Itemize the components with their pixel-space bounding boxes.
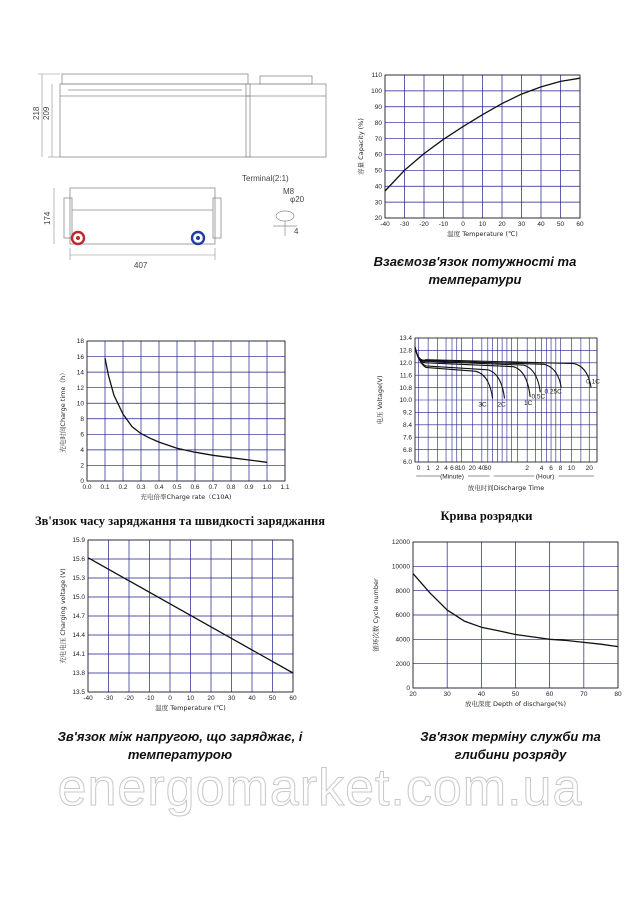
front-view <box>60 74 250 157</box>
x-tick-label: 0.9 <box>244 484 254 491</box>
series-label: 0.25C <box>544 388 562 396</box>
terminal-label: Terminal(2:1) <box>242 174 289 183</box>
y-tick-label: 10 <box>76 400 84 408</box>
y-tick-label: 0 <box>80 478 84 486</box>
y-axis-title: 充电电压 Charging voltage (V) <box>59 568 67 664</box>
x-tick-label: 60 <box>484 465 492 472</box>
y-tick-label: 8.4 <box>402 422 412 429</box>
y-tick-label: 18 <box>76 338 84 346</box>
y-tick-label: 4000 <box>395 636 410 644</box>
series-label: 3C <box>478 401 487 409</box>
y-tick-label: 40 <box>374 183 382 191</box>
x-tick-label: 80 <box>614 691 622 698</box>
y-tick-label: 13.4 <box>399 335 412 343</box>
caption-discharge: Крива розрядки <box>440 509 533 523</box>
x-group-label: (Hour) <box>535 473 555 481</box>
x-tick-label: 0.5 <box>172 484 182 491</box>
x-tick-label: 10 <box>186 695 195 702</box>
x-tick-label: 50 <box>268 695 277 702</box>
x-axis-title: 充电倍率Charge rate（C10A) <box>140 493 232 501</box>
y-tick-label: 80 <box>374 119 382 127</box>
x-tick-label: 40 <box>477 691 485 698</box>
x-tick-label: 4 <box>444 465 448 472</box>
y-tick-label: 13.8 <box>72 670 85 678</box>
y-tick-label: 20 <box>374 215 382 223</box>
series-label: 2C <box>497 401 506 409</box>
x-tick-label: 8 <box>454 465 459 472</box>
x-axis-title: 温度 Temperature (℃) <box>447 230 518 238</box>
y-tick-label: 11.6 <box>399 372 412 380</box>
y-tick-label: 10.8 <box>399 384 412 392</box>
x-tick-label: 0 <box>416 465 421 472</box>
x-tick-label: -10 <box>438 221 449 228</box>
x-tick-label: 0.7 <box>208 484 218 491</box>
x-tick-label: 0.0 <box>82 484 92 491</box>
x-tick-label: 20 <box>585 465 593 472</box>
side-view <box>246 76 326 157</box>
y-tick-label: 60 <box>374 151 382 159</box>
x-tick-label: 40 <box>537 221 545 228</box>
x-tick-label: 1.1 <box>280 484 290 491</box>
x-axis-title: 放电深度 Depth of discharge(%) <box>464 700 567 708</box>
x-tick-label: -10 <box>144 695 155 702</box>
series-line <box>415 347 591 387</box>
y-tick-label: 10000 <box>391 563 410 571</box>
capacity-temperature-chart <box>355 70 595 248</box>
x-axis-title: 放电时间Discharge Time <box>467 484 545 492</box>
dim-174: 174 <box>43 211 52 225</box>
y-tick-label: 6000 <box>395 612 410 620</box>
x-tick-label: 40 <box>248 695 256 702</box>
x-tick-label: 10 <box>457 465 466 472</box>
y-tick-label: 6 <box>80 431 84 439</box>
dim-depth-small: 4 <box>294 227 299 236</box>
x-tick-label: 50 <box>556 221 565 228</box>
y-axis-title: 容量 Capacity (%) <box>357 118 365 175</box>
cycle-life-chart <box>365 535 627 715</box>
x-tick-label: 20 <box>468 465 476 472</box>
y-tick-label: 14.4 <box>72 632 85 640</box>
x-tick-label: 0.6 <box>190 484 200 491</box>
y-tick-label: 7.6 <box>402 434 412 442</box>
x-tick-label: 30 <box>443 691 451 698</box>
caption-charge-time: Зв'язок часу заряджання та швидкості заряджання <box>35 514 325 528</box>
x-tick-label: -30 <box>399 221 410 228</box>
y-tick-label: 12.0 <box>399 360 412 367</box>
caption-cycle-life: Зв'язок терміну служби та глибини розряду <box>420 729 601 762</box>
negative-terminal <box>192 232 204 244</box>
y-tick-label: 4 <box>80 447 84 455</box>
y-tick-label: 10.0 <box>399 397 412 405</box>
x-tick-label: 2 <box>435 465 440 472</box>
y-tick-label: 15.3 <box>72 575 85 583</box>
y-tick-label: 0 <box>406 685 410 693</box>
caption-voltage-temperature: Зв'язок між напругою, що заряджає, і температурою <box>57 729 303 762</box>
series-line <box>415 347 540 392</box>
y-tick-label: 15.0 <box>72 594 85 602</box>
y-tick-label: 70 <box>374 135 382 143</box>
y-tick-label: 8000 <box>395 587 410 595</box>
dim-bolt: M8 <box>283 187 295 196</box>
dim-209: 209 <box>42 106 51 120</box>
x-tick-label: -20 <box>124 695 134 702</box>
y-tick-label: 6.8 <box>402 446 412 454</box>
x-tick-label: 0.3 <box>136 484 146 491</box>
series-label: 1C <box>524 399 533 407</box>
x-tick-label: -40 <box>83 695 93 702</box>
y-tick-label: 15.9 <box>72 537 85 545</box>
y-tick-label: 13.5 <box>72 689 85 697</box>
y-tick-label: 14.7 <box>72 613 85 621</box>
x-tick-label: -20 <box>419 221 429 228</box>
x-tick-label: 10 <box>478 221 487 228</box>
watermark: energomarket.com.ua <box>57 759 583 817</box>
x-tick-label: 0 <box>461 221 465 228</box>
width-dimension-lines <box>54 188 215 260</box>
dim-407: 407 <box>134 261 148 270</box>
x-tick-label: 2 <box>525 465 529 472</box>
x-tick-label: 1 <box>426 465 430 472</box>
x-tick-label: 4 <box>539 465 544 472</box>
plot-frame <box>87 341 285 481</box>
y-tick-label: 6.0 <box>402 459 412 467</box>
x-tick-label: 40 <box>478 465 486 472</box>
y-axis-title: 充电时间Charge time（h） <box>59 369 67 453</box>
y-tick-label: 2 <box>80 462 84 470</box>
series-label: 0.1C <box>586 378 600 386</box>
series-line <box>415 347 493 398</box>
y-tick-label: 9.2 <box>402 409 412 417</box>
x-tick-label: 60 <box>576 221 584 228</box>
x-tick-label: 60 <box>546 691 554 698</box>
y-tick-label: 14.1 <box>72 651 85 659</box>
x-tick-label: 30 <box>227 695 236 702</box>
y-tick-label: 100 <box>371 88 382 96</box>
y-tick-label: 15.6 <box>72 556 85 564</box>
y-tick-label: 12000 <box>391 539 410 547</box>
x-tick-label: 1.0 <box>262 484 272 491</box>
x-tick-label: 30 <box>517 221 526 228</box>
x-tick-label: -40 <box>380 221 390 228</box>
x-tick-label: -30 <box>103 695 114 702</box>
series-label: 0.5C <box>531 393 546 401</box>
x-tick-label: 6 <box>450 465 454 472</box>
positive-terminal <box>72 232 84 244</box>
dim-218: 218 <box>32 106 41 120</box>
x-tick-label: 8 <box>558 465 563 472</box>
x-group-label: (Minute) <box>440 473 464 481</box>
y-tick-label: 12 <box>76 384 84 392</box>
x-tick-label: 20 <box>409 691 417 698</box>
x-axis-title: 温度 Temperature (℃) <box>155 704 226 712</box>
y-tick-label: 2000 <box>395 660 410 668</box>
y-axis-title: 循环次数 Cycle number <box>372 578 380 652</box>
x-tick-label: 6 <box>549 465 553 472</box>
x-tick-label: 0.2 <box>118 484 128 491</box>
charge-time-chart <box>55 335 305 507</box>
caption-capacity-temperature: Взаємозв'язок потужності та температури <box>373 254 577 287</box>
x-tick-label: 50 <box>511 691 520 698</box>
y-tick-label: 14 <box>76 369 84 377</box>
x-tick-label: 60 <box>289 695 297 702</box>
x-tick-label: 0 <box>168 695 172 702</box>
y-tick-label: 50 <box>374 167 382 175</box>
x-tick-label: 0.4 <box>154 484 164 491</box>
x-tick-label: 10 <box>567 465 575 472</box>
discharge-curve-chart <box>370 330 603 500</box>
voltage-temperature-chart <box>55 535 305 720</box>
dim-diameter: φ20 <box>290 195 305 204</box>
y-tick-label: 12.8 <box>399 347 412 355</box>
y-axis-title: 电压 Voltage(V) <box>376 375 384 425</box>
y-tick-label: 16 <box>76 353 84 361</box>
y-tick-label: 90 <box>374 103 382 111</box>
x-tick-label: 0.1 <box>100 484 110 491</box>
x-tick-label: 20 <box>207 695 215 702</box>
x-tick-label: 0.8 <box>226 484 236 491</box>
y-tick-label: 30 <box>374 199 382 207</box>
x-tick-label: 20 <box>498 221 506 228</box>
y-tick-label: 110 <box>371 72 382 80</box>
x-tick-label: 70 <box>580 691 588 698</box>
battery-dimension-drawing <box>28 70 333 275</box>
y-tick-label: 8 <box>80 415 84 423</box>
series-line <box>105 358 267 462</box>
